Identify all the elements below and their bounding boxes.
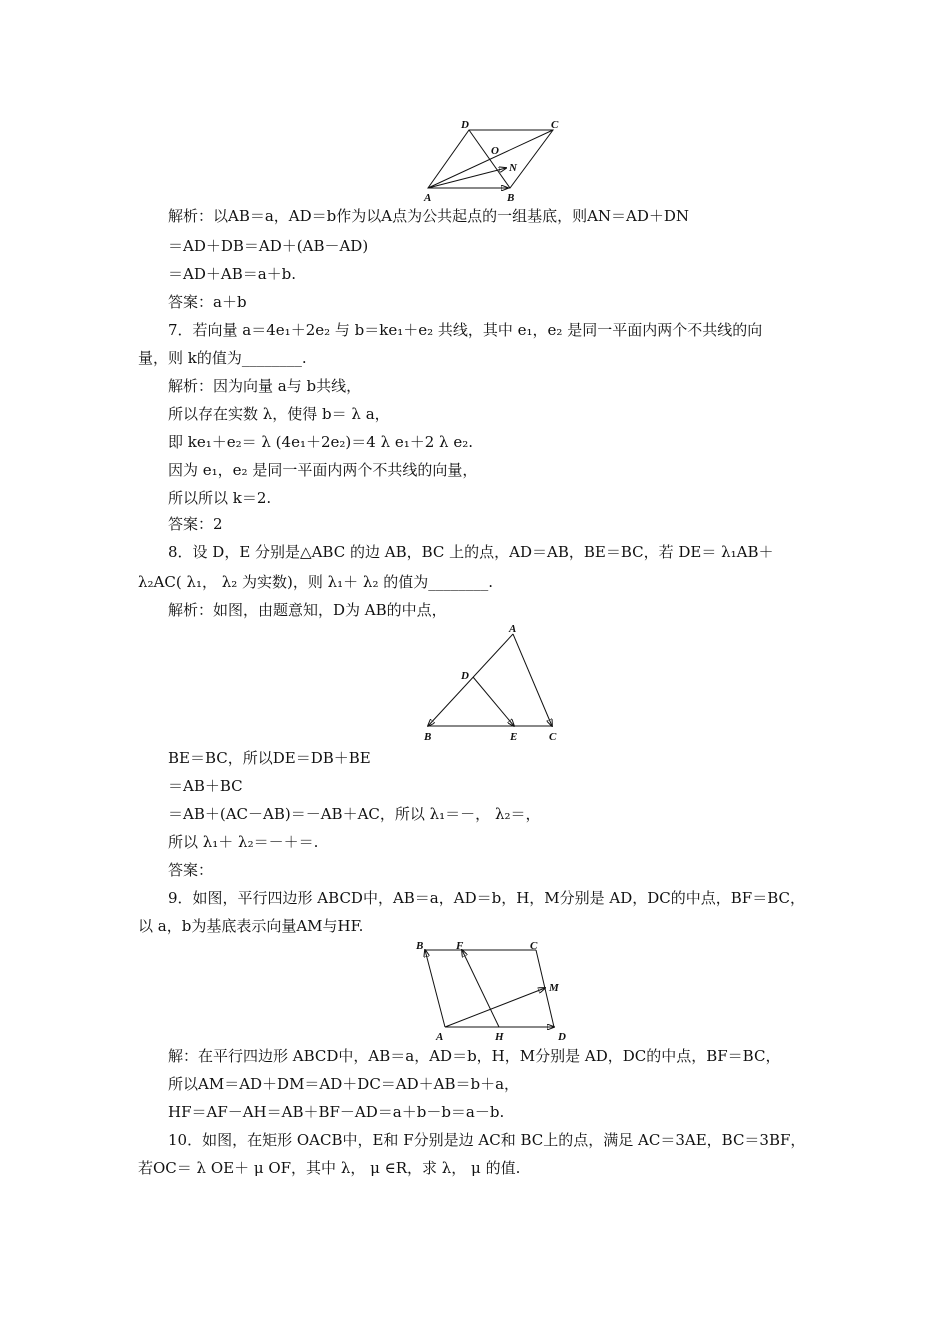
diagonal-db	[469, 130, 510, 188]
segment-de	[473, 677, 514, 726]
label-m: M	[549, 982, 559, 994]
problem-8-line-2: λ₂AC( λ₁， λ₂ 为实数)，则 λ₁＋ λ₂ 的值为________.	[138, 573, 493, 591]
solution-7-line-2: 所以存在实数 λ，使得 b＝ λ a，	[168, 405, 390, 423]
label-c: C	[549, 731, 557, 743]
figure-parallelogram-abcd-on	[420, 118, 570, 204]
label-h: H	[495, 1031, 504, 1043]
problem-9-line-1: 9．如图，平行四边形 ABCD中，AB＝a，AD＝b，H，M分别是 AD，DC的中点，BF＝BC，	[168, 889, 805, 907]
solution-8-line-2: BE＝BC，所以DE＝DB＋BE	[168, 749, 371, 767]
solution-9-line-1: 解：在平行四边形 ABCD中，AB＝a，AD＝b，H，M分别是 AD，DC的中点，BF＝BC，	[168, 1047, 781, 1065]
answer-8: 答案：	[168, 861, 214, 879]
answer-6: 答案：a＋b	[168, 293, 247, 311]
segment-am	[445, 988, 545, 1027]
segment-hf	[462, 950, 499, 1027]
problem-8-line-1: 8．设 D，E 分别是△ABC 的边 AB，BC 上的点，AD＝AB，BE＝BC，若 DE＝ λ₁AB＋	[168, 543, 774, 561]
label-n: N	[509, 162, 517, 174]
label-c: C	[551, 119, 559, 131]
problem-10-line-1: 10．如图，在矩形 OACB中，E和 F分别是边 AC和 BC上的点，满足 AC＝3AE，BC＝3BF，	[168, 1131, 806, 1149]
solution-6-line-1: 解析：以AB＝a，AD＝b作为以A点为公共起点的一组基底，则AN＝AD＋DN	[168, 207, 690, 225]
answer-7: 答案：2	[168, 515, 223, 533]
side-ab	[425, 950, 445, 1027]
figure-triangle-abc-de	[420, 620, 570, 746]
solution-7-line-5: 所以所以 k＝2.	[168, 489, 272, 507]
label-d: D	[461, 670, 469, 682]
label-c: C	[530, 940, 538, 952]
solution-8-line-5: 所以 λ₁＋ λ₂＝－＋＝.	[168, 833, 319, 851]
problem-7-line-1: 7．若向量 a＝4e₁＋2e₂ 与 b＝ke₁＋e₂ 共线，其中 e₁，e₂ 是同一平面内两个不共线的向	[168, 321, 763, 339]
label-b: B	[507, 192, 515, 204]
label-d: D	[461, 119, 469, 131]
diagonal-ac	[428, 130, 553, 188]
solution-8-line-4: ＝AB＋(AC－AB)＝－AB＋AC，所以 λ₁＝－， λ₂＝，	[168, 805, 541, 823]
label-b: B	[416, 940, 424, 952]
label-f: F	[456, 940, 464, 952]
solution-9-line-2: 所以AM＝AD＋DM＝AD＋DC＝AD＋AB＝b＋a，	[168, 1075, 520, 1093]
figure-parallelogram-abcd-fhm	[408, 936, 578, 1046]
problem-10-line-2: 若OC＝ λ OE＋ μ OF，其中 λ， μ ∈R，求 λ， μ 的值.	[138, 1159, 521, 1177]
label-e: E	[510, 731, 518, 743]
side-ac	[513, 634, 552, 726]
solution-8-line-1: 解析：如图，由题意知，D为 AB的中点，	[168, 601, 447, 619]
label-d: D	[558, 1031, 566, 1043]
problem-7-line-2: 量，则 k的值为________.	[138, 349, 307, 367]
label-b: B	[424, 731, 432, 743]
solution-7-line-1: 解析：因为向量 a与 b共线，	[168, 377, 362, 395]
solution-6-line-2: ＝AD＋DB＝AD＋(AB－AD)	[168, 237, 369, 255]
solution-9-line-3: HF＝AF－AH＝AB＋BF－AD＝a＋b－b＝a－b.	[168, 1103, 505, 1121]
label-a: A	[424, 192, 432, 204]
solution-6-line-3: ＝AD＋AB＝a＋b.	[168, 265, 297, 283]
label-a: A	[436, 1031, 444, 1043]
problem-9-line-2: 以 a，b为基底表示向量AM与HF.	[138, 917, 364, 935]
solution-7-line-3: 即 ke₁＋e₂＝ λ (4e₁＋2e₂)＝4 λ e₁＋2 λ e₂.	[168, 433, 473, 451]
solution-7-line-4: 因为 e₁，e₂ 是同一平面内两个不共线的向量，	[168, 461, 478, 479]
solution-8-line-3: ＝AB＋BC	[168, 777, 243, 795]
label-a: A	[509, 623, 517, 635]
side-ab	[428, 634, 513, 726]
label-o: O	[491, 145, 499, 157]
